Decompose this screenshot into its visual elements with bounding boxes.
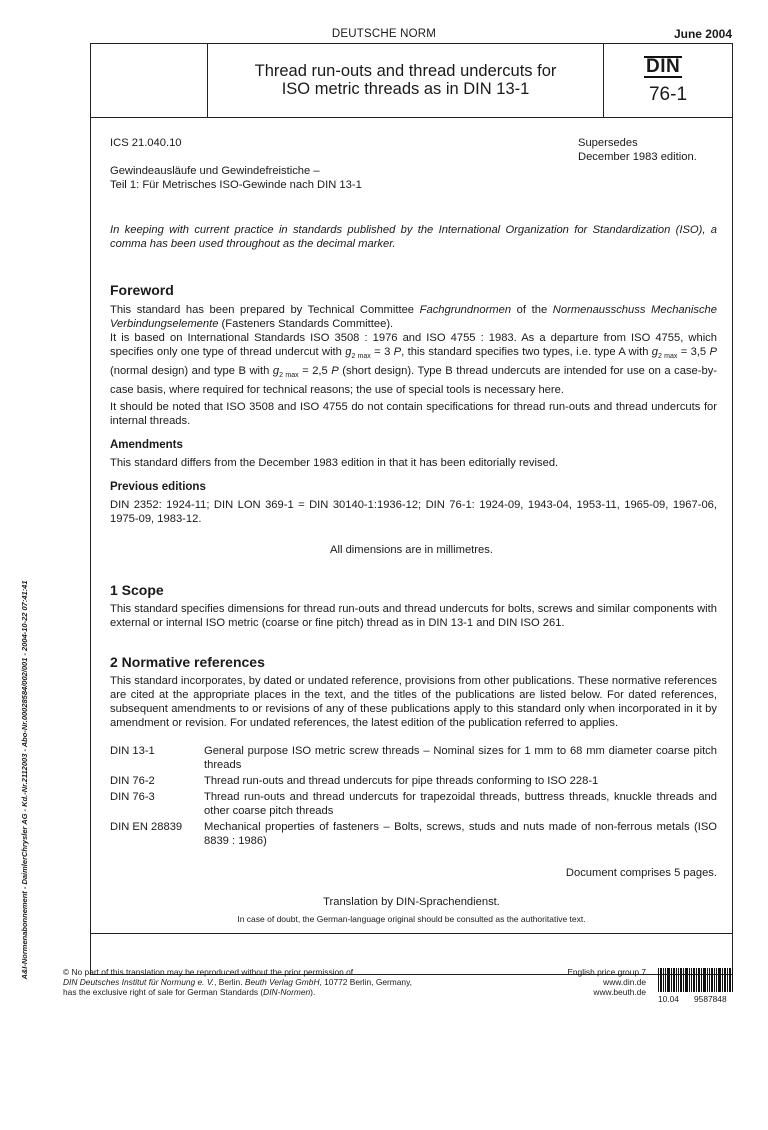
normative-references-heading: 2 Normative references [110, 654, 265, 670]
foreword-text: = 3,5 [677, 346, 710, 358]
foreword-text: (normal design) and type B with [110, 365, 273, 378]
foreword-text: (short design). Type B thread undercuts are intended for use on a case-by-case basis, where required for technical reasons; the use of special tools is necessary here. [110, 365, 718, 397]
beuth-website-link[interactable]: www.beuth.de [593, 987, 646, 997]
reference-title: Mechanical properties of fasteners – Bolts, screws, studs and nuts made of non-ferrous metals (ISO 8839 : 1986) [204, 821, 717, 847]
supersedes-line-2: December 1983 edition. [578, 151, 697, 163]
amendments-heading: Amendments [110, 439, 183, 451]
dimensions-note: All dimensions are in millimetres. [330, 544, 493, 556]
barcode-left-code: 10.04 [658, 994, 679, 1004]
publication-date: June 2004 [673, 27, 732, 41]
price-group: English price group 7 [567, 967, 646, 977]
ics-code: ICS 21.040.10 [110, 137, 182, 149]
reference-title: Thread run-outs and thread undercuts for pipe threads conforming to ISO 228-1 [204, 775, 599, 787]
copyright-text: has the exclusive right of sale for German Standards ( [63, 987, 264, 997]
list-item [110, 790, 717, 818]
barcode-right-code: 9587848 [694, 994, 727, 1004]
subscription-sidebar: A&I-Normenabonnement - DaimlerChrysler AG - Kd.-Nr.2112003 - Abo-Nr.00028584/002/001 - 2004-10-22 07:41:41 [20, 580, 29, 980]
german-title-line-1: Gewindeausläufe und Gewindefreistiche – [110, 165, 320, 177]
foreword-paragraph-1 [110, 303, 717, 331]
german-title-line-2: Teil 1: Für Metrisches ISO-Gewinde nach DIN 13-1 [110, 179, 362, 191]
foreword-text: , this standard specifies two types, i.e. type A with [401, 346, 652, 358]
reference-code: DIN 76-3 [110, 791, 155, 803]
symbol-p: P [331, 365, 339, 378]
amendments-text: This standard differs from the December 1983 edition in that it has been editorially revised. [110, 457, 559, 469]
norm-label: DEUTSCHE NORM [331, 28, 437, 40]
reference-code: DIN EN 28839 [110, 821, 183, 833]
din-institute-name: DIN Deutsches Institut für Normung e. V. [63, 977, 215, 987]
supersedes-note [578, 136, 697, 164]
subscript-2max: 2 max [351, 353, 371, 361]
beuth-verlag-name: Beuth Verlag GmbH [244, 977, 320, 987]
subscript-2max: 2 max [279, 372, 299, 380]
page-count: Document comprises 5 pages. [565, 867, 717, 879]
decimal-marker-note: In keeping with current practice in standards published by the International Organization for Standardization (ISO), a comma has been used throughout as the decimal marker. [110, 224, 717, 250]
symbol-p: P [393, 346, 402, 358]
document-title [208, 62, 603, 98]
german-title [110, 164, 362, 192]
title-line-2: ISO metric threads as in DIN 13-1 [281, 80, 530, 98]
foreword-text: of the [511, 304, 553, 316]
din-normen-label: DIN-Normen [263, 987, 311, 997]
list-item [110, 744, 717, 772]
copyright-line-1: © No part of this translation may be reproduced without the prior permission of [63, 967, 354, 977]
copyright-text: ). [310, 987, 316, 997]
committee-name: Fachgrundnormen [419, 304, 512, 316]
translation-note: Translation by DIN-Sprachendienst. [323, 896, 500, 908]
list-item [110, 820, 717, 848]
list-item [110, 774, 717, 788]
copyright-text: , Berlin. [214, 977, 245, 987]
supersedes-line-1: Supersedes [578, 137, 638, 149]
scope-text: This standard specifies dimensions for thread run-outs and thread undercuts for bolts, screws and similar components with external or internal ISO metric (coarse or fine pitch) thread as in DIN 13-1 and DIN ISO 261. [110, 603, 717, 629]
barcode-icon [658, 968, 734, 992]
subscript-2max: 2 max [658, 353, 678, 361]
symbol-g: g [272, 365, 280, 378]
standard-number: 76-1 [648, 84, 688, 105]
din-logo-text: DIN [646, 56, 681, 77]
normenausschuss-name: Normenausschuss Mechanische Verbindungselemente [110, 304, 717, 330]
din-logo [644, 56, 682, 78]
price-and-web [567, 967, 646, 997]
previous-editions-text: DIN 2352: 1924-11; DIN LON 369-1 = DIN 30140-1:1936-12; DIN 76-1: 1924-09, 1943-04, 1953-11, 1965-09, 1967-06, 1975-09, 1983-12. [110, 499, 717, 525]
authoritative-text-note: In case of doubt, the German-language original should be consulted as the authoritative text. [237, 914, 586, 924]
normative-references-text: This standard incorporates, by dated or undated reference, provisions from other publications. These normative references are cited at the appropriate places in the text, and the titles of the publications are listed below. For dated references, subsequent amendments to or revisions of any of these publications apply to this standard only when incorporated in it by amendment or revision. For undated references, the latest edition of the publication referred to applies. [110, 675, 717, 729]
symbol-g: g [345, 346, 352, 358]
symbol-p: P [709, 346, 717, 358]
reference-title: Thread run-outs and thread undercuts for trapezoidal threads, buttress threads, knuckle threads and other coarse pitch threads [204, 791, 717, 817]
copyright-line-2 [63, 977, 483, 987]
copyright-text: , 10772 Berlin, Germany, [319, 977, 412, 987]
reference-code: DIN 76-2 [110, 775, 155, 787]
title-line-1: Thread run-outs and thread undercuts for [254, 62, 557, 80]
foreword-text: (Fasteners Standards Committee). [218, 318, 394, 330]
reference-title: General purpose ISO metric screw threads – Nominal sizes for 1 mm to 68 mm diameter coarse pitch threads [204, 745, 717, 771]
divider [90, 933, 733, 934]
symbol-g: g [651, 346, 659, 358]
foreword-text: = 3 [370, 346, 394, 358]
foreword-paragraph-2 [110, 331, 717, 397]
reference-code: DIN 13-1 [110, 745, 155, 757]
foreword-text: This standard has been prepared by Technical Committee [110, 304, 420, 316]
din-website-link[interactable]: www.din.de [603, 977, 646, 987]
foreword-text: It is based on International Standards ISO 3508 : 1976 and ISO 4755 : 1983. As a departure from ISO 4755, which specifies only one type of thread undercut with [110, 332, 717, 358]
copyright-notice [63, 967, 483, 997]
foreword-text: = 2,5 [298, 365, 332, 378]
reference-list [110, 744, 717, 850]
foreword-heading: Foreword [110, 282, 174, 298]
copyright-line-3 [63, 987, 483, 997]
scope-heading: 1 Scope [110, 582, 164, 598]
previous-editions-heading: Previous editions [110, 481, 206, 493]
foreword-paragraph-3: It should be noted that ISO 3508 and ISO 4755 do not contain specifications for thread run-outs and thread undercuts for internal threads. [110, 401, 717, 427]
